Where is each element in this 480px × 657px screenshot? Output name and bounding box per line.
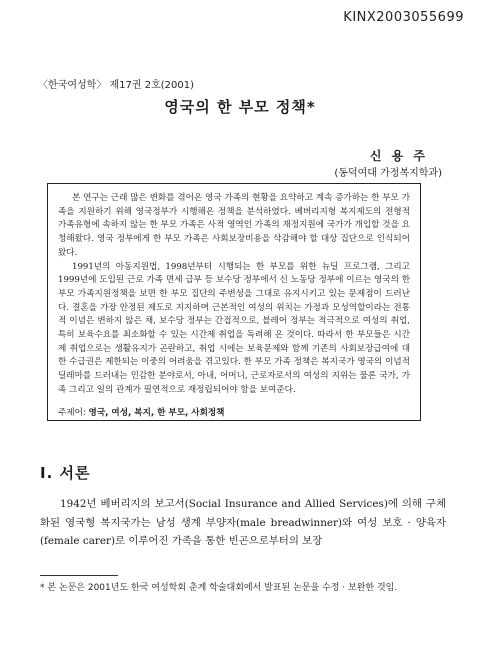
author-name: 신 용 주	[369, 149, 428, 163]
keywords-line	[58, 406, 410, 418]
footnote: * 본 논문은 2001년도 한국 여성학회 춘계 학술대회에서 발표된 논문을 수정 · 보완한 것임.	[40, 583, 398, 593]
section-body: 1942년 베버리지의 보고서(Social Insurance and Allied Services)에 의해 구체화된 영국형 복지국가는 남성 생계 부양자(male breadwinner)와 여성 보호 · 양육자(female carer)로 이루어진 가족을 통한 빈곤으로부터의 보장	[40, 498, 446, 547]
keywords-list: 영국, 여성, 복지, 한 부모, 사회정책	[88, 407, 225, 418]
abstract-paragraph: 본 연구는 근래 많은 변화를 겪어온 영국 가족의 현황을 요약하고 계속 증가하는 한 부모 가족을 지원하기 위해 영국정부가 시행해온 정책을 분석하였다. 베버리지형 복지제도의 전형적 가족유형에 속하지 않는 한 부모 가족은 사적 영역인 가족의 재정지원에 국가가 개입할 것을 요청해왔다. 영국 정부에게 한 부모 가족은 사회보장비용을 삭감해야 할 대상 집단으로 인식되어왔다.	[58, 193, 410, 258]
abstract-box	[47, 183, 421, 421]
abstract-paragraph: 1991년의 아동지원법, 1998년부터 시행되는 한 부모를 위한 뉴딜 프로그램, 그리고 1999년에 도입된 근로 가족 면세 급부 등 보수당 정부에서 신 노동당 정부에 이르는 영국의 한 부모 가족지원정책을 보면 한 부모 집단의 주변성을 그대로 유지시키고 있는 문제점이 드러난다. 결혼을 가장 안정된 제도로 지지하며 근본적인 여성의 위치는 가정과 모성역할이라는 전통적 이념은 변하지 않은 채, 보수당 정부는 간접적으로, 블레어 정부는 적극적으로 여성의 취업, 특히 보육수요를 최소화할 수 있는 시간제 취업을 독려해 온 것이다. 따라서 한 부모들은 시간제 취업으로는 생활유지가 곤란하고, 취업 시에는 보육문제와 함께 기존의 사회보장급여에 대한 수급권은 제한되는 이중의 어려움을 겪고있다. 한 부모 가족 정책은 복지국가 영국의 이념적 딜레마를 드러내는 민감한 분야로서, 아내, 어머니, 근로자로서의 여성의 지위는 물론 국가, 가족 그리고 일의 관계가 필연적으로 재정립되어야 함을 보여준다.	[58, 261, 410, 395]
author-affiliation: (동덕여대 가정복지학과)	[334, 168, 442, 179]
document-id: KINX2003055699	[343, 10, 464, 25]
keywords-label: 주제어:	[58, 407, 86, 418]
paper-title: 영국의 한 부모 정책*	[164, 98, 316, 116]
footnote-divider	[40, 575, 118, 576]
section-heading: Ⅰ. 서론	[40, 464, 91, 482]
journal-citation: 〈한국여성학〉 제17권 2호(2001)	[38, 80, 194, 91]
